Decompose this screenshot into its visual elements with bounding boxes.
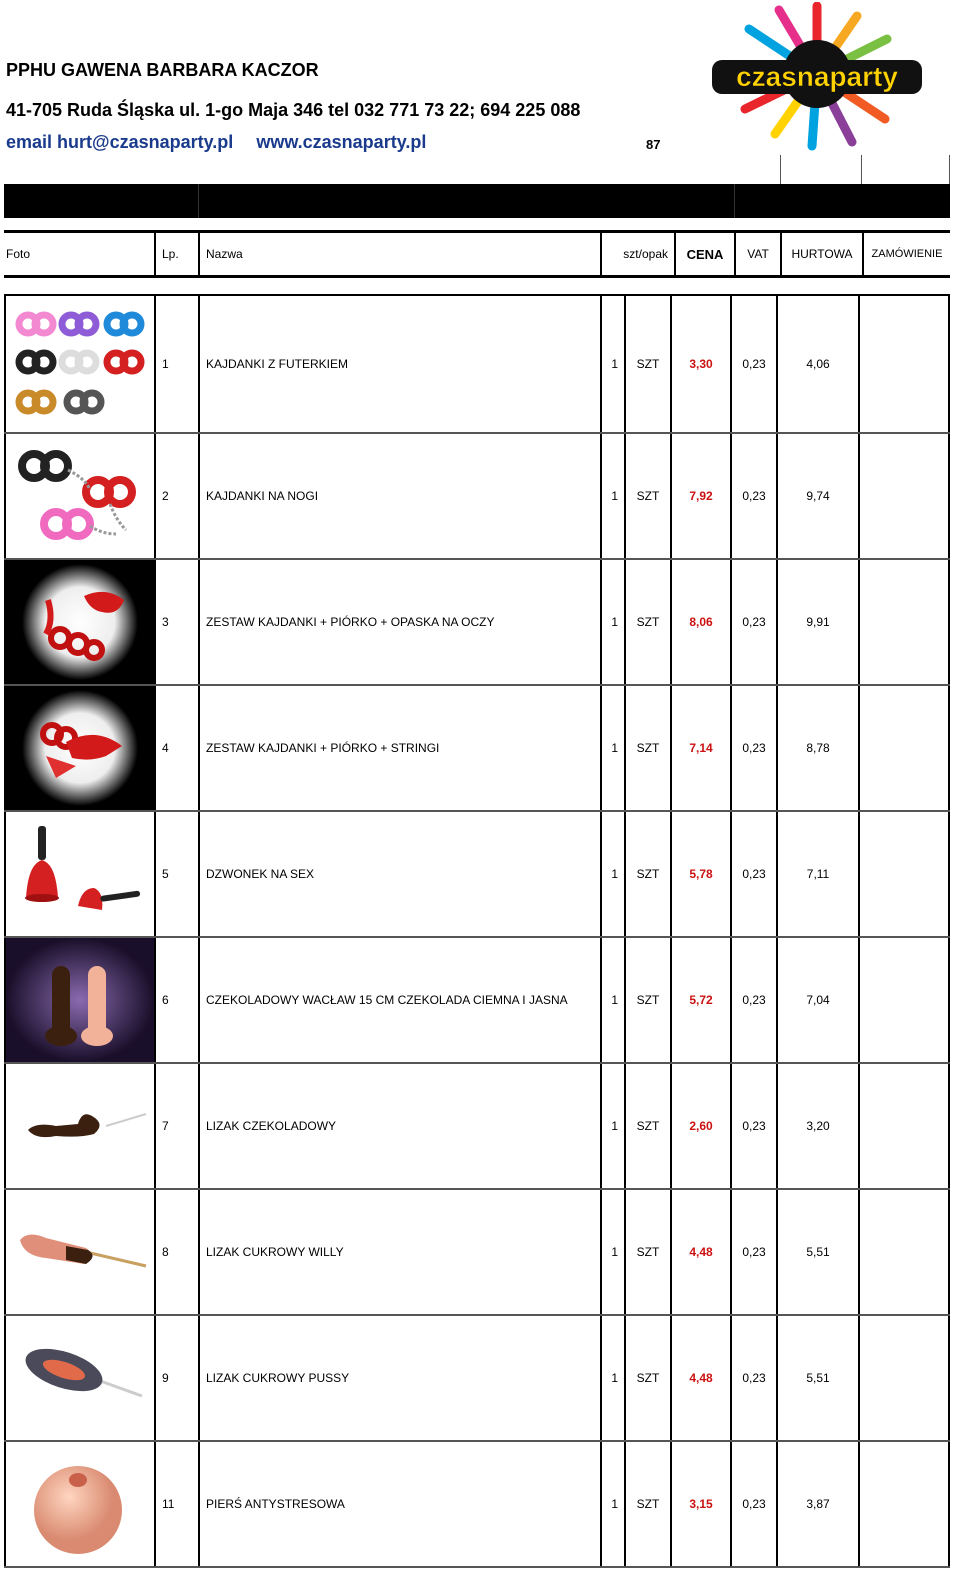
row-vat: 0,23 <box>731 1189 777 1315</box>
row-lp: 8 <box>155 1189 199 1315</box>
row-price: 2,60 <box>671 1063 731 1189</box>
col-vat: VAT <box>735 232 781 277</box>
row-name: KAJDANKI NA NOGI <box>199 433 601 559</box>
row-price: 7,92 <box>671 433 731 559</box>
product-photo <box>5 937 155 1063</box>
row-price: 7,14 <box>671 685 731 811</box>
row-vat: 0,23 <box>731 811 777 937</box>
fur-handcuffs-icon <box>6 296 154 432</box>
product-photo <box>5 685 155 811</box>
col-zamowienie: ZAMÓWIENIE <box>863 232 950 277</box>
row-price: 3,30 <box>671 295 731 433</box>
table-row <box>5 295 949 433</box>
cuffs-mask-set-icon <box>6 560 154 684</box>
table-row <box>5 1189 949 1315</box>
row-qty: 1 <box>601 1189 625 1315</box>
row-unit: SZT <box>625 559 671 685</box>
row-qty: 1 <box>601 1315 625 1441</box>
row-lp: 11 <box>155 1441 199 1567</box>
company-name: PPHU GAWENA BARBARA KACZOR <box>6 60 319 80</box>
row-unit: SZT <box>625 811 671 937</box>
row-order[interactable] <box>859 1441 949 1567</box>
chocolate-figures-icon <box>6 938 154 1062</box>
sugar-lollipop-icon <box>6 1190 154 1314</box>
col-hurtowa: HURTOWA <box>781 232 863 277</box>
row-price: 4,48 <box>671 1189 731 1315</box>
email-link[interactable]: email hurt@czasnaparty.pl <box>6 132 234 152</box>
bell-icon <box>6 812 154 936</box>
row-order[interactable] <box>859 433 949 559</box>
col-szt-opak: szt/opak <box>601 232 675 277</box>
row-unit: SZT <box>625 295 671 433</box>
row-lp: 1 <box>155 295 199 433</box>
col-lp: Lp. <box>155 232 199 277</box>
row-wholesale: 7,11 <box>777 811 859 937</box>
row-qty: 1 <box>601 937 625 1063</box>
logo-text: czasnaparty <box>736 61 898 92</box>
row-order[interactable] <box>859 295 949 433</box>
product-photo <box>5 1441 155 1567</box>
row-lp: 6 <box>155 937 199 1063</box>
row-qty: 1 <box>601 685 625 811</box>
table-row <box>5 433 949 559</box>
table-row <box>5 685 949 811</box>
product-photo <box>5 1063 155 1189</box>
row-wholesale: 3,20 <box>777 1063 859 1189</box>
row-order[interactable] <box>859 937 949 1063</box>
table-row <box>5 1063 949 1189</box>
website-link[interactable]: www.czasnaparty.pl <box>256 132 427 152</box>
row-qty: 1 <box>601 433 625 559</box>
brand-logo <box>710 2 925 152</box>
row-name: KAJDANKI Z FUTERKIEM <box>199 295 601 433</box>
row-name: LIZAK CUKROWY WILLY <box>199 1189 601 1315</box>
product-photo <box>5 1189 155 1315</box>
row-order[interactable] <box>859 685 949 811</box>
company-address: 41-705 Ruda Śląska ul. 1-go Maja 346 tel 032 771 73 22; 694 225 088 <box>6 100 581 120</box>
row-lp: 2 <box>155 433 199 559</box>
row-name: DZWONEK NA SEX <box>199 811 601 937</box>
contact-line <box>6 132 444 153</box>
row-vat: 0,23 <box>731 937 777 1063</box>
row-vat: 0,23 <box>731 685 777 811</box>
col-nazwa: Nazwa <box>199 232 601 277</box>
row-unit: SZT <box>625 1315 671 1441</box>
row-order[interactable] <box>859 559 949 685</box>
row-wholesale: 5,51 <box>777 1189 859 1315</box>
row-name: ZESTAW KAJDANKI + PIÓRKO + STRINGI <box>199 685 601 811</box>
table-row <box>5 1315 949 1441</box>
row-vat: 0,23 <box>731 1441 777 1567</box>
row-vat: 0,23 <box>731 295 777 433</box>
row-wholesale: 9,91 <box>777 559 859 685</box>
col-foto: Foto <box>6 247 31 261</box>
row-unit: SZT <box>625 685 671 811</box>
row-wholesale: 8,78 <box>777 685 859 811</box>
table-row <box>5 937 949 1063</box>
leg-cuffs-icon <box>6 434 154 558</box>
chocolate-lollipop-icon <box>6 1064 154 1188</box>
stress-ball-icon <box>6 1442 154 1566</box>
row-unit: SZT <box>625 1063 671 1189</box>
row-qty: 1 <box>601 811 625 937</box>
row-price: 3,15 <box>671 1441 731 1567</box>
row-order[interactable] <box>859 1189 949 1315</box>
row-order[interactable] <box>859 811 949 937</box>
row-vat: 0,23 <box>731 433 777 559</box>
product-photo <box>5 559 155 685</box>
row-name: PIERŚ ANTYSTRESOWA <box>199 1441 601 1567</box>
row-name: ZESTAW KAJDANKI + PIÓRKO + OPASKA NA OCZY <box>199 559 601 685</box>
row-wholesale: 3,87 <box>777 1441 859 1567</box>
product-photo <box>5 295 155 433</box>
row-lp: 3 <box>155 559 199 685</box>
row-vat: 0,23 <box>731 1063 777 1189</box>
row-qty: 1 <box>601 1063 625 1189</box>
row-order[interactable] <box>859 1063 949 1189</box>
page-number: 87 <box>646 137 661 152</box>
row-qty: 1 <box>601 295 625 433</box>
row-lp: 9 <box>155 1315 199 1441</box>
row-name: CZEKOLADOWY WACŁAW 15 CM CZEKOLADA CIEMNA I JASNA <box>199 937 601 1063</box>
row-qty: 1 <box>601 559 625 685</box>
product-table <box>4 294 950 1568</box>
row-price: 4,48 <box>671 1315 731 1441</box>
row-price: 5,72 <box>671 937 731 1063</box>
row-wholesale: 7,04 <box>777 937 859 1063</box>
product-photo <box>5 1315 155 1441</box>
row-price: 8,06 <box>671 559 731 685</box>
row-unit: SZT <box>625 1441 671 1567</box>
table-row <box>5 811 949 937</box>
row-lp: 5 <box>155 811 199 937</box>
row-vat: 0,23 <box>731 1315 777 1441</box>
row-unit: SZT <box>625 1189 671 1315</box>
row-unit: SZT <box>625 937 671 1063</box>
header-bar <box>4 184 950 218</box>
row-lp: 4 <box>155 685 199 811</box>
table-row <box>5 559 949 685</box>
row-vat: 0,23 <box>731 559 777 685</box>
sugar-lollipop-2-icon <box>6 1316 154 1440</box>
row-wholesale: 5,51 <box>777 1315 859 1441</box>
row-qty: 1 <box>601 1441 625 1567</box>
row-name: LIZAK CZEKOLADOWY <box>199 1063 601 1189</box>
product-photo <box>5 811 155 937</box>
row-wholesale: 9,74 <box>777 433 859 559</box>
row-name: LIZAK CUKROWY PUSSY <box>199 1315 601 1441</box>
col-cena: CENA <box>675 232 735 277</box>
row-wholesale: 4,06 <box>777 295 859 433</box>
row-lp: 7 <box>155 1063 199 1189</box>
row-unit: SZT <box>625 433 671 559</box>
table-row <box>5 1441 949 1567</box>
column-headers <box>4 230 950 278</box>
product-photo <box>5 433 155 559</box>
row-price: 5,78 <box>671 811 731 937</box>
cuffs-string-set-icon <box>6 686 154 810</box>
row-order[interactable] <box>859 1315 949 1441</box>
